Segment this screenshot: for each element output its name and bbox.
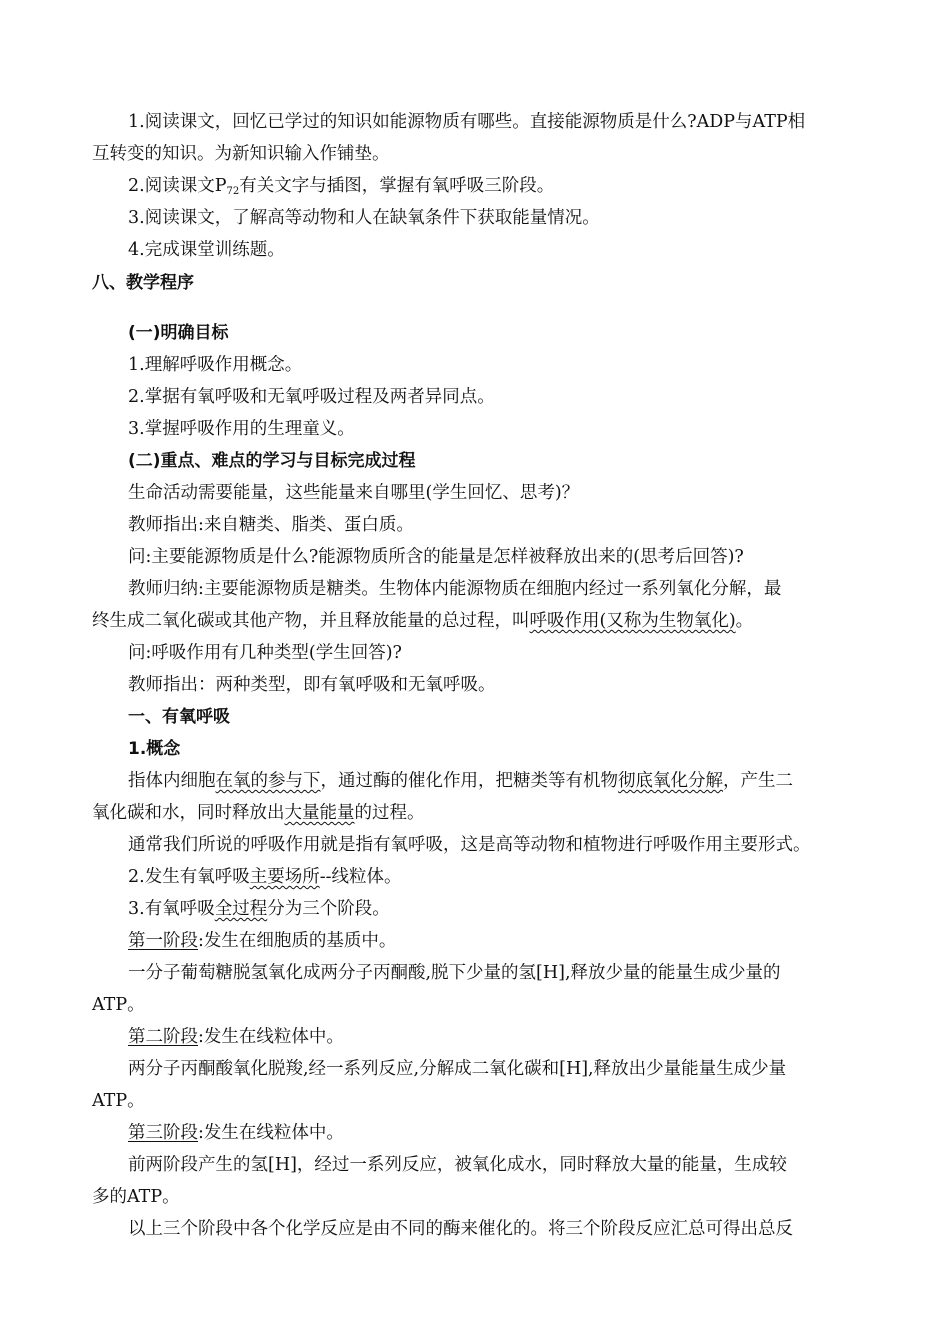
stage-1-location: :发生在细胞质的基质中。 (198, 931, 397, 951)
underlined-stage-2: 第二阶段 (128, 1027, 198, 1047)
underlined-stage-3: 第三阶段 (128, 1123, 198, 1143)
heading-aerobic-respiration: 一、有氧呼吸 (128, 707, 230, 727)
section-heading-teaching-procedure: 八、教学程序 (92, 273, 194, 293)
concept2-text-b: 的过程。 (354, 803, 425, 823)
paragraph-reading-3: 3.阅读课文，了解高等动物和人在缺氧条件下获取能量情况。 (128, 208, 600, 228)
reading-2-prefix: 2.阅读课文P (128, 176, 227, 196)
concept-text-c: ，产生二 (723, 771, 793, 791)
answer-3: 教师指出：两种类型，即有氧呼吸和无氧呼吸。 (128, 675, 496, 695)
stage-1-desc-line2: ATP。 (92, 995, 145, 1015)
paragraph-reading-4: 4.完成课堂训练题。 (128, 240, 285, 260)
stage-1-desc-line1: 一分子葡萄糖脱氢氧化成两分子丙酮酸,脱下少量的氢[H],释放少量的能量生成少量的 (128, 963, 781, 983)
underlined-whole-process: 全过程 (214, 899, 268, 919)
site-line (128, 865, 908, 889)
paragraph-reading-1-line1: 1.阅读课文，回忆已学过的知识如能源物质有哪些。直接能源物质是什么?ADP与ATP相 (128, 112, 806, 132)
underlined-main-site: 主要场所 (249, 867, 320, 887)
underlined-with-oxygen: 在氧的参与下 (215, 771, 321, 791)
answer-1: 教师指出:来自糖类、脂类、蛋白质。 (128, 515, 414, 535)
paragraph-reading-2 (128, 174, 908, 204)
heading-concept: 1.概念 (128, 739, 181, 759)
reading-2-suffix: 有关文字与插图，掌握有氧呼吸三阶段。 (239, 176, 555, 196)
answer-2-text: 终生成二氧化碳或其他产物，并且释放能量的总过程，叫 (92, 611, 530, 631)
concept-line3: 通常我们所说的呼吸作用就是指有氧呼吸，这是高等动物和植物进行呼吸作用主要形式。 (128, 835, 811, 855)
question-1: 生命活动需要能量，这些能量来自哪里(学生回忆、思考)？ (128, 483, 580, 503)
summary-line: 以上三个阶段中各个化学反应是由不同的酶来催化的。将三个阶段反应汇总可得出总反 (128, 1219, 793, 1239)
stage-3-desc-line2: 多的ATP。 (92, 1187, 180, 1207)
stage-2-desc-line1: 两分子丙酮酸氧化脱羧,经一系列反应,分解成二氧化碳和[H],释放出少量能量生成少量 (128, 1059, 787, 1079)
stage-3-desc-line1: 前两阶段产生的氢[H]，经过一系列反应，被氧化成水，同时释放大量的能量，生成较 (128, 1155, 787, 1175)
underlined-complete-oxidation: 彻底氧化分解 (618, 771, 723, 791)
stage-2-desc-line2: ATP。 (92, 1091, 145, 1111)
underlined-large-energy: 大量能量 (284, 803, 355, 823)
goal-2: 2.掌据有氧呼吸和无氧呼吸过程及两者异同点。 (128, 387, 495, 407)
site-text-a: 2.发生有氧呼吸 (128, 867, 250, 887)
stage-3-location: :发生在线粒体中。 (198, 1123, 344, 1143)
stage-1-heading (128, 929, 908, 953)
concept2-text-a: 氧化碳和水，同时释放出 (92, 803, 285, 823)
concept-line2 (92, 801, 872, 825)
stage-3-heading (128, 1121, 908, 1145)
process-text-a: 3.有氧呼吸 (128, 899, 215, 919)
subheading-key-points: (二)重点、难点的学习与目标完成过程 (128, 451, 416, 471)
goal-3: 3.掌握呼吸作用的生理童义。 (128, 419, 355, 439)
concept-text-a: 指体内细胞 (128, 771, 216, 791)
underlined-stage-1: 第一阶段 (128, 931, 198, 951)
process-line (128, 897, 908, 921)
concept-line1 (128, 769, 908, 793)
question-2: 问:主要能源物质是什么?能源物质所含的能量是怎样被释放出来的(思考后回答)? (128, 547, 744, 567)
paragraph-reading-1-line2: 互转变的知识。为新知识输入作铺垫。 (92, 144, 390, 164)
subheading-goals: (一)明确目标 (128, 323, 229, 343)
goal-1: 1.理解呼吸作用概念。 (128, 355, 303, 375)
underlined-term-respiration: 呼吸作用(又称为生物氧化) (529, 611, 736, 631)
question-3: 问:呼吸作用有几种类型(学生回答)? (128, 643, 402, 663)
process-text-b: 分为三个阶段。 (267, 899, 390, 919)
answer-2-line1: 教师归纳:主要能源物质是糖类。生物体内能源物质在细胞内经过一系列氧化分解，最 (128, 579, 782, 599)
answer-2-end: 。 (735, 611, 754, 631)
answer-2-line2 (92, 609, 872, 633)
concept-text-b: ，通过酶的催化作用，把糖类等有机物 (320, 771, 618, 791)
page-number-subscript: 72 (226, 186, 240, 197)
stage-2-heading (128, 1025, 908, 1049)
site-text-b: --线粒体。 (319, 867, 402, 887)
stage-2-location: :发生在线粒体中。 (198, 1027, 344, 1047)
